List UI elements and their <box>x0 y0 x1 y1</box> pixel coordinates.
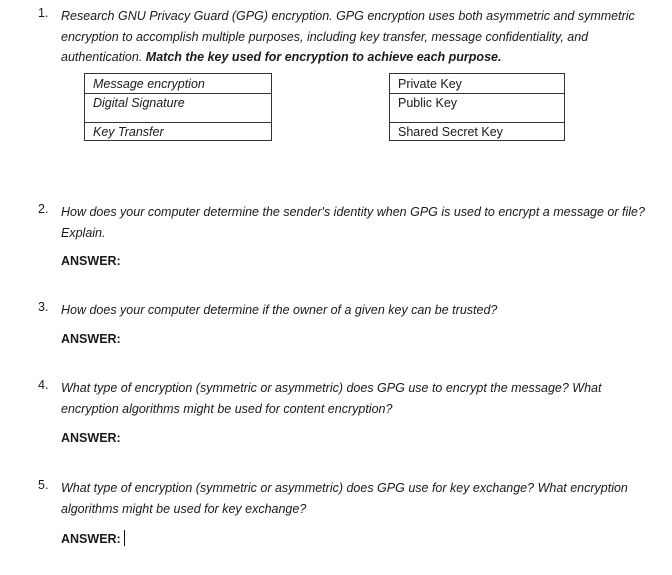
box-divider <box>390 93 564 94</box>
question-1-instruction: Match the key used for encryption to achieve each purpose. <box>145 50 502 64</box>
question-text: What type of encryption (symmetric or asymmetric) does GPG use to encrypt the message? What encryption algorithms might be used for content encryption? <box>61 381 602 416</box>
question-3 <box>38 300 648 322</box>
keys-box <box>389 73 565 141</box>
question-2 <box>38 202 648 246</box>
key-private[interactable]: Private Key <box>398 77 462 91</box>
question-number: 5. <box>38 478 49 492</box>
question-number: 3. <box>38 300 49 314</box>
purpose-key-transfer[interactable]: Key Transfer <box>93 125 164 139</box>
answer-label[interactable]: ANSWER: <box>61 332 121 346</box>
purposes-box <box>84 73 272 141</box>
question-number: 2. <box>38 202 49 216</box>
answer-label[interactable]: ANSWER: <box>61 254 121 268</box>
key-public[interactable]: Public Key <box>398 96 458 110</box>
question-1 <box>38 6 648 66</box>
question-text: How does your computer determine the sender's identity when GPG is used to encrypt a message or file? Explain. <box>61 205 645 240</box>
box-divider <box>85 93 271 94</box>
question-text <box>61 6 651 68</box>
question-number: 4. <box>38 378 49 392</box>
question-5 <box>38 478 648 522</box>
question-1-text: Research GNU Privacy Guard (GPG) encryption. GPG encryption uses both asymmetric and symmetric encryption to accomplish multiple purposes, including key transfer, message confidentiality, and authentication. <box>61 9 635 64</box>
text-cursor <box>124 530 125 546</box>
question-text: How does your computer determine if the owner of a given key can be trusted? <box>61 303 498 317</box>
answer-line[interactable] <box>61 530 125 546</box>
purpose-digital-signature[interactable]: Digital Signature <box>93 96 185 110</box>
purpose-message-encryption[interactable]: Message encryption <box>93 77 205 91</box>
key-shared-secret[interactable]: Shared Secret Key <box>398 125 503 139</box>
answer-label[interactable]: ANSWER: <box>61 431 121 445</box>
question-4 <box>38 378 648 422</box>
question-text: What type of encryption (symmetric or asymmetric) does GPG use for key exchange? What encryption algorithms might be used for key exchange? <box>61 481 628 516</box>
answer-label[interactable]: ANSWER: <box>61 532 121 546</box>
question-number: 1. <box>38 6 49 20</box>
